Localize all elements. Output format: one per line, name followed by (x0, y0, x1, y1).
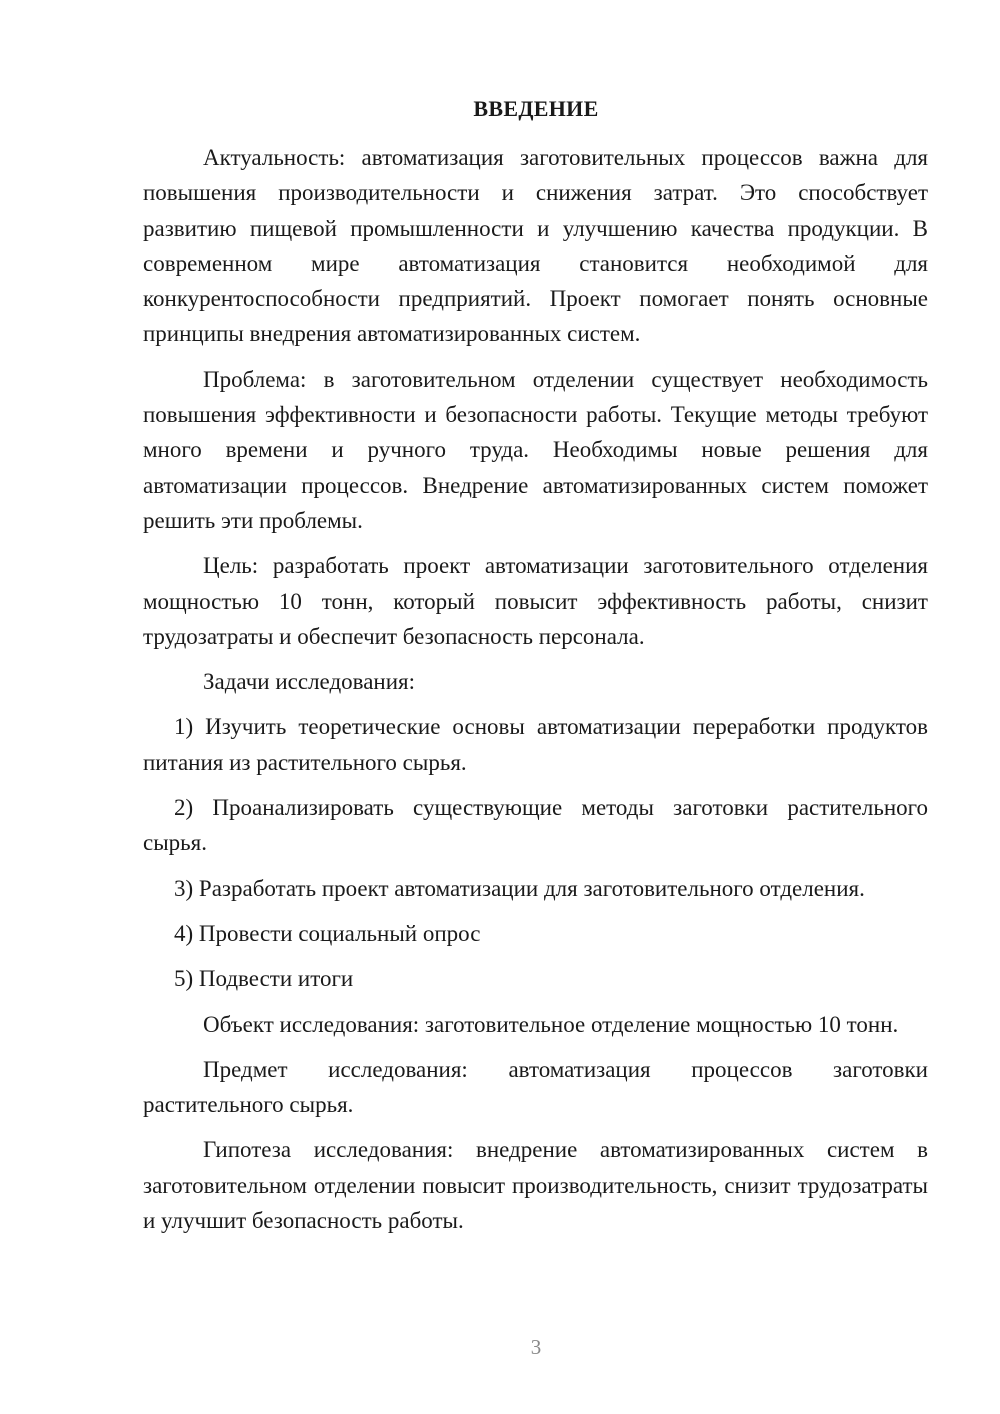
paragraph-hypothesis: Гипотеза исследования: внедрение автоматизированных систем в заготовительном отделении повысит производительность, снизит трудозатраты и улучшит безопасность работы. (143, 1137, 928, 1234)
paragraph-goal: Цель: разработать проект автоматизации заготовительного отделения мощностью 10 тонн, который повысит эффективность работы, снизит трудозатраты и обеспечит безопасность персонала. (143, 553, 928, 649)
list-item: 1) Изучить теоретические основы автоматизации переработки продуктов питания из растительного сырья. (143, 714, 928, 775)
paragraph-relevance: Актуальность: автоматизация заготовительных процессов важна для повышения производительности и снижения затрат. Это способствует развитию пищевой промышленности и улучшению качества продукции. В современном мире автоматизация становится необходимой для конкурентоспособности предприятий. Проект помогает понять основные принципы внедрения автоматизированных систем. (143, 145, 928, 347)
paragraph-object: Объект исследования: заготовительное отделение мощностью 10 тонн. (203, 1011, 899, 1037)
list-item: 3) Разработать проект автоматизации для заготовительного отделения. (174, 875, 865, 901)
list-item: 5) Подвести итоги (174, 966, 354, 992)
tasks-list (143, 709, 928, 996)
list-item: 2) Проанализировать существующие методы заготовки растительного сырья. (143, 795, 928, 856)
paragraph-problem: Проблема: в заготовительном отделении существует необходимость повышения эффективности и безопасности работы. Текущие методы требуют много времени и ручного труда. Необходимы новые решения для автоматизации процессов. Внедрение автоматизированных систем поможет решить эти проблемы. (143, 366, 928, 533)
document-body (143, 140, 928, 1248)
list-item: 4) Провести социальный опрос (174, 920, 481, 946)
tasks-heading: Задачи исследования: (203, 669, 416, 695)
paragraph-subject: Предмет исследования: автоматизация процессов заготовки растительного сырья. (143, 1056, 928, 1118)
page-title: ВВЕДЕНИЕ (473, 96, 599, 121)
page-number: 3 (530, 1335, 542, 1359)
